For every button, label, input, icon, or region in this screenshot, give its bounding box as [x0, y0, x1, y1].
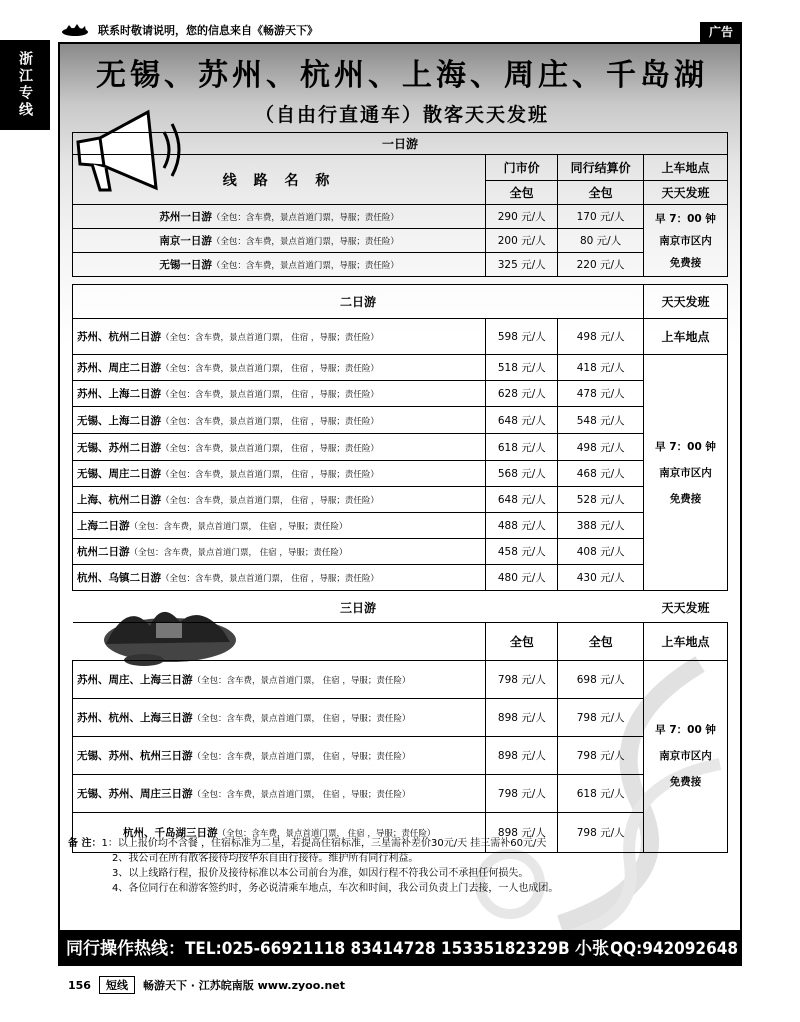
route-note: （全包：含车费，景点首道门票， 住宿 ，导服；责任险） [217, 828, 436, 839]
ad-title: 无锡、苏州、杭州、上海、周庄、千岛湖 [96, 58, 708, 93]
table-row [73, 407, 728, 434]
pickup-info [644, 205, 728, 277]
route-cell [73, 539, 486, 565]
route-note: （全包：含车费，景点首道门票， 住宿 ，导服；责任险） [192, 713, 411, 724]
route-name: 杭州、乌镇二日游 [77, 572, 161, 584]
retail-price: 798 元/人 [486, 660, 558, 698]
header-row [73, 155, 728, 181]
page-footer [68, 976, 345, 994]
pickup-free: 免费接 [669, 256, 702, 269]
route-name: 苏州、周庄、上海三日游 [77, 673, 193, 686]
retail-price: 798 元/人 [486, 774, 558, 812]
header-notice-text: 联系时敬请说明，您的信息来自《畅游天下》 [98, 24, 318, 37]
pickup-area: 南京市区内 [659, 750, 712, 762]
route-cell [73, 698, 486, 736]
agent-price: 430 元/人 [558, 565, 644, 591]
route-cell [73, 319, 486, 355]
pickup-area: 南京市区内 [659, 234, 712, 247]
table-row [73, 487, 728, 513]
subheader-row [73, 622, 728, 660]
route-note: （全包：含车费，景点首道门票，导服；责任险） [211, 261, 399, 271]
retail-price: 898 元/人 [486, 812, 558, 852]
route-note: （全包：含车费，景点首道门票， 住宿 ，导服；责任险） [161, 496, 379, 506]
sub-all-inclusive: 全包 [486, 622, 558, 660]
retail-price: 518 元/人 [486, 355, 558, 381]
three-day-table [72, 594, 728, 853]
agent-price: 220 元/人 [558, 253, 644, 277]
footer-text: 畅游天下 · 江苏皖南版 www.zyoo.net [142, 979, 346, 992]
agent-price: 388 元/人 [558, 513, 644, 539]
header-notice-bar [60, 18, 740, 42]
route-cell [73, 407, 486, 434]
table-row [73, 205, 728, 229]
col-route-name: 线 路 名 称 [73, 155, 486, 205]
ad-tag: 广告 [700, 22, 742, 42]
table-row [73, 253, 728, 277]
pickup-label: 上车地点 [644, 319, 728, 355]
route-name: 无锡、周庄二日游 [77, 468, 161, 480]
route-name: 南京一日游 [159, 235, 212, 247]
route-note: （全包：含车费，景点首道门票， 住宿 ，导服；责任险） [161, 416, 379, 427]
route-cell [73, 205, 486, 229]
hotline-bar [60, 930, 742, 966]
sub-all-inclusive: 全包 [486, 181, 558, 205]
table-row [73, 539, 728, 565]
table-row [73, 229, 728, 253]
route-name: 苏州、杭州二日游 [77, 331, 161, 343]
note-line [68, 836, 738, 851]
route-cell [73, 434, 486, 461]
retail-price: 628 元/人 [486, 381, 558, 407]
table-row [73, 381, 728, 407]
section-title-two-day: 二日游 [73, 285, 644, 319]
route-note: （全包：含车费，景点首道门票，导服；责任险） [211, 213, 399, 223]
route-name: 无锡、苏州、杭州三日游 [77, 749, 193, 762]
route-cell [73, 229, 486, 253]
route-note: （全包：含车费，景点首道门票，导服；责任险） [211, 237, 399, 247]
route-cell [73, 381, 486, 407]
sub-all-inclusive: 全包 [558, 622, 644, 660]
agent-price: 798 元/人 [558, 736, 644, 774]
route-name: 苏州、杭州、上海三日游 [77, 711, 193, 724]
side-tab-label: 浙江专线 [17, 51, 33, 119]
route-cell [73, 461, 486, 487]
daily-departure: 天天发班 [644, 181, 728, 205]
agent-price: 618 元/人 [558, 774, 644, 812]
table-row [73, 736, 728, 774]
table-row [73, 434, 728, 461]
retail-price: 568 元/人 [486, 461, 558, 487]
pickup-time: 早 7：00 钟 [655, 212, 716, 225]
route-note: （全包：含车费，景点首道门票， 住宿 ，导服；责任险） [192, 751, 411, 762]
route-name: 上海二日游 [77, 520, 130, 532]
retail-price: 480 元/人 [486, 565, 558, 591]
route-note: （全包：含车费，景点首道门票， 住宿 ，导服；责任险） [161, 574, 379, 584]
hotline-qq: QQ:942092648 [610, 939, 738, 959]
section-row [73, 594, 728, 622]
retail-price: 898 元/人 [486, 736, 558, 774]
section-title-one-day: 一日游 [73, 133, 728, 155]
sub-all-inclusive: 全包 [558, 181, 644, 205]
route-name: 苏州、上海二日游 [77, 388, 161, 400]
retail-price: 325 元/人 [486, 253, 558, 277]
pickup-info [644, 660, 728, 852]
agent-price: 408 元/人 [558, 539, 644, 565]
agent-price: 418 元/人 [558, 355, 644, 381]
section-tag: 短线 [99, 976, 135, 994]
pickup-time: 早 7：00 钟 [655, 440, 716, 453]
agent-price: 80 元/人 [558, 229, 644, 253]
route-note: （全包：含车费，景点首道门票， 住宿 ，导服；责任险） [192, 675, 411, 686]
two-day-table [72, 284, 728, 591]
table-row [73, 698, 728, 736]
note-line: 4、各位同行在和游客签约时，务必说清乘车地点，车次和时间，我公司负责上门去接，一人也成团。 [112, 883, 559, 894]
table-row [73, 319, 728, 355]
blank-cell [73, 622, 486, 660]
retail-price: 290 元/人 [486, 205, 558, 229]
pickup-label: 上车地点 [644, 622, 728, 660]
route-cell [73, 736, 486, 774]
route-note: （全包：含车费，景点首道门票， 住宿 ，导服；责任险） [161, 364, 379, 374]
note-line: 2、我公司在所有散客接待均按华东自由行接待。维护所有同行利益。 [112, 853, 419, 864]
notes-block [68, 836, 738, 896]
route-name: 杭州二日游 [77, 546, 130, 558]
hotline-text: 同行操作热线：TEL:025-66921118 83414728 15335182329B 小张 [66, 939, 609, 959]
route-note: （全包：含车费，景点首道门票， 住宿 ，导服；责任险） [192, 789, 411, 800]
route-cell [73, 487, 486, 513]
note-line: 3、以上线路行程，报价及接待标准以本公司前台为准，如因行程不符我公司不承担任何损失。 [112, 868, 529, 879]
note-text: 1：以上报价均不含餐 ，住宿标准为二星，若提高住宿标准，三星需补差价30元/天 挂三需补60元/天 [101, 838, 547, 849]
ad-frame [58, 42, 742, 966]
page-number: 156 [68, 978, 91, 992]
retail-price: 618 元/人 [486, 434, 558, 461]
table-row [73, 660, 728, 698]
route-name: 无锡、上海二日游 [77, 414, 161, 427]
col-retail-price: 门市价 [486, 155, 558, 181]
route-name: 苏州一日游 [159, 211, 212, 223]
agent-price: 548 元/人 [558, 407, 644, 434]
route-name: 苏州、周庄二日游 [77, 362, 161, 374]
route-note: （全包：含车费，景点首道门票， 住宿 ，导服；责任险） [129, 548, 348, 558]
route-cell [73, 253, 486, 277]
magazine-logo-icon [60, 23, 90, 37]
route-name: 无锡、苏州二日游 [77, 441, 161, 454]
pickup-info [644, 355, 728, 591]
route-name: 上海、杭州二日游 [77, 494, 161, 506]
table-row [73, 774, 728, 812]
section-title-three-day: 三日游 [340, 601, 377, 616]
retail-price: 648 元/人 [486, 487, 558, 513]
one-day-table [72, 132, 728, 277]
route-note: （全包：含车费，景点首道门票， 住宿 ，导服；责任险） [161, 333, 379, 343]
agent-price: 798 元/人 [558, 812, 644, 852]
daily-departure: 天天发班 [661, 601, 710, 616]
route-cell [73, 565, 486, 591]
col-pickup: 上车地点 [644, 155, 728, 181]
agent-price: 698 元/人 [558, 660, 644, 698]
pickup-free: 免费接 [669, 776, 702, 788]
route-note: （全包：含车费，景点首道门票， 住宿 ，导服；责任险） [161, 390, 379, 400]
retail-price: 648 元/人 [486, 407, 558, 434]
agent-price: 498 元/人 [558, 319, 644, 355]
section-row [73, 133, 728, 155]
route-note: （全包：含车费，景点首道门票， 住宿 ，导服；责任险） [161, 470, 379, 480]
agent-price: 468 元/人 [558, 461, 644, 487]
table-row [73, 565, 728, 591]
col-agent-price: 同行结算价 [558, 155, 644, 181]
pickup-area: 南京市区内 [659, 466, 712, 479]
table-row [73, 355, 728, 381]
side-tab [0, 40, 50, 130]
agent-price: 798 元/人 [558, 698, 644, 736]
ad-subtitle: （自由行直通车）散客天天发班 [254, 104, 549, 126]
agent-price: 170 元/人 [558, 205, 644, 229]
notes-label: 备 注： [68, 838, 102, 849]
route-cell [73, 774, 486, 812]
route-name: 无锡一日游 [159, 259, 212, 271]
section-row [73, 285, 728, 319]
agent-price: 528 元/人 [558, 487, 644, 513]
route-cell [73, 355, 486, 381]
retail-price: 598 元/人 [486, 319, 558, 355]
retail-price: 898 元/人 [486, 698, 558, 736]
agent-price: 498 元/人 [558, 434, 644, 461]
daily-departure: 天天发班 [644, 285, 728, 319]
table-row [73, 461, 728, 487]
route-note: （全包：含车费，景点首道门票， 住宿 ，导服；责任险） [161, 443, 379, 454]
route-name: 无锡、苏州、周庄三日游 [77, 787, 193, 800]
retail-price: 200 元/人 [486, 229, 558, 253]
route-cell [73, 513, 486, 539]
agent-price: 478 元/人 [558, 381, 644, 407]
route-cell [73, 660, 486, 698]
route-name: 杭州、千岛湖三日游 [123, 826, 218, 839]
retail-price: 488 元/人 [486, 513, 558, 539]
route-note: （全包：含车费，景点首道门票， 住宿 ，导服；责任险） [129, 522, 348, 532]
pickup-free: 免费接 [669, 492, 702, 505]
pickup-time: 早 7：00 钟 [655, 724, 716, 736]
retail-price: 458 元/人 [486, 539, 558, 565]
table-row [73, 513, 728, 539]
